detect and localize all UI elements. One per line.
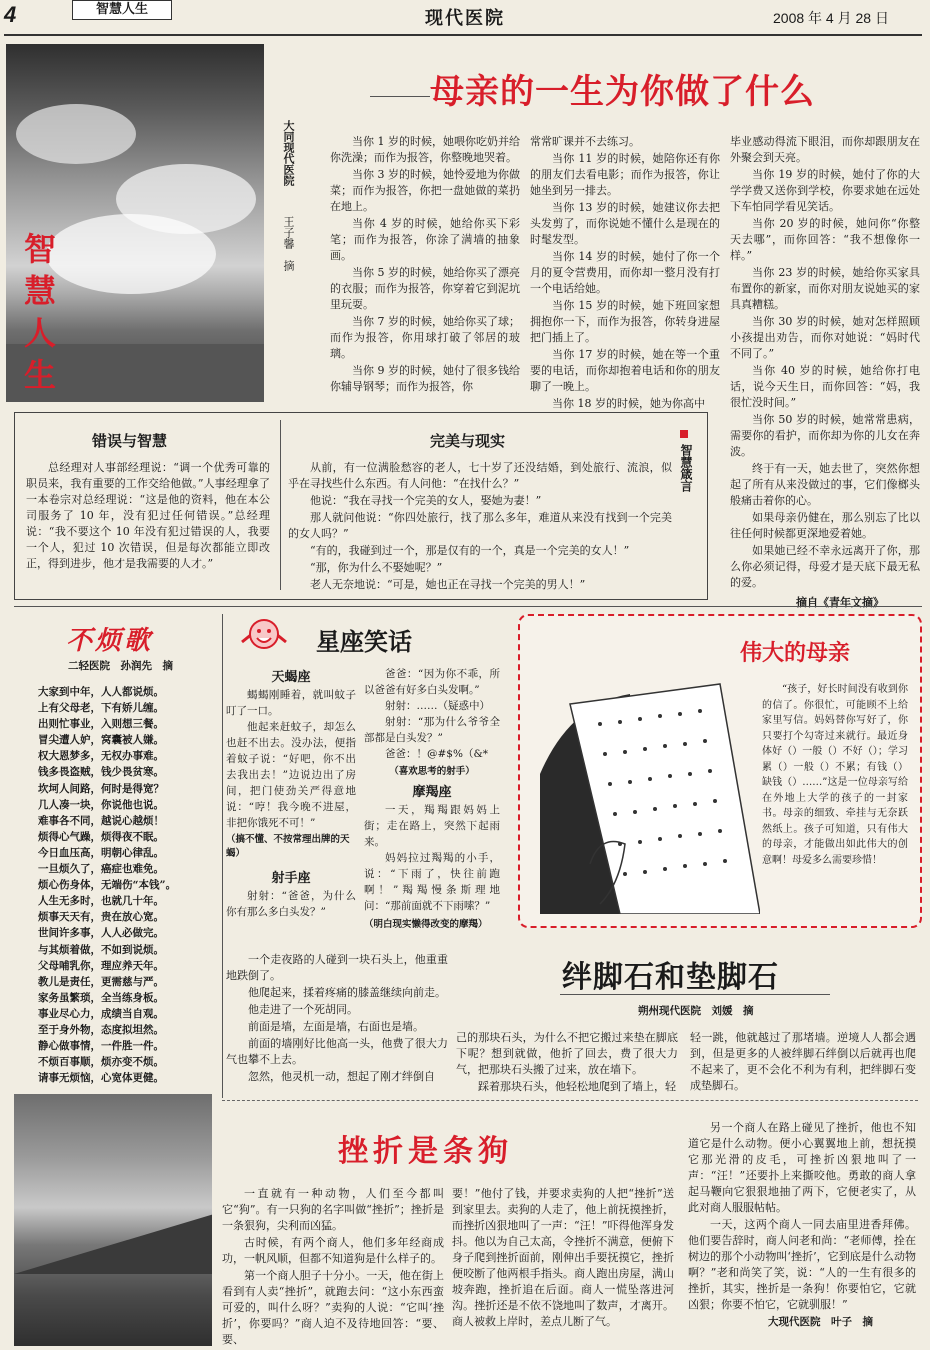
paragraph: 一天，羯羯跟妈妈上街；走在路上，突然下起雨来。 <box>364 804 500 848</box>
weida-title: 伟大的母亲 <box>740 641 851 666</box>
poem-line: 请事无烦恼，心宽体更健。 <box>38 1072 164 1085</box>
paragraph: 一直就有一种动物，人们至今都叫它“狗”。有一只狗的名字叫做“挫折”；挫折是一条狠狗，尖利而凶猛。 <box>222 1187 444 1232</box>
paragraph: 射射：“那为什么爷爷全部都是白头发？” <box>364 716 500 744</box>
paragraph: 射射：……（疑惑中） <box>385 700 490 712</box>
cuowu-text <box>26 460 270 573</box>
paragraph: 当你 9 岁的时候，她付了很多钱给你辅导钢琴；而作为报答，你 <box>330 364 520 393</box>
cuozhe-col-3 <box>688 1120 916 1314</box>
paragraph: 常常旷课并不去练习。 <box>530 135 640 148</box>
label-char: 生 <box>24 356 57 394</box>
paragraph: 当你 20 岁的时候，她问你“你整天去哪”，而你回答：“我不想像你一样。” <box>730 217 920 262</box>
paragraph: 一天，这两个商人一同去庙里进香拜佛。他们要告辞时，商人问老和尚：“老师傅，拴在树边的那个小动物叫‘挫折’，它到底是什么动物啊？”老和尚笑了笑，说：“人的一生有很多的挫折，其实，挫折是一条狗！你要怕它，它就凶狠；你要不怕它，它就驯服！” <box>688 1218 916 1311</box>
paragraph: 当你 18 岁的时候，她为你高中 <box>552 397 705 410</box>
paragraph: 当你 30 岁的时候，她对怎样照顾小孩提出劝告，而你对她说：“妈时代不同了。” <box>730 315 920 360</box>
paragraph: 当你 23 岁的时候，她给你买家具布置你的新家，而你对朋友说她买的家具真糟糕。 <box>730 266 920 311</box>
paragraph: 当你 1 岁的时候，她喂你吃奶并给你洗澡；而作为报答，你整晚地哭着。 <box>330 135 520 164</box>
poem-line: 上有父母老，下有娇儿缠。 <box>38 702 164 715</box>
banjiao-col-2 <box>456 1030 678 1096</box>
paragraph: 当你 17 岁的时候，她在等一个重要的电话，而你却抱着电话和你的朋友聊了一晚上。 <box>530 348 720 393</box>
paragraph: 当你 15 岁的时候，她下班回家想拥抱你一下，而作为报答，你转身进屋把门插上了。 <box>530 299 720 344</box>
section-rule <box>14 606 922 607</box>
poem-line: 教儿是责任，更需慈与严。 <box>38 975 164 988</box>
paper-name: 现代医院 <box>425 8 505 29</box>
paragraph: 如果她已经不幸永远离开了你，那么你必须记得，母爱才是天底下最无私的爱。 <box>730 544 920 589</box>
paragraph: 前面的墙刚好比他高一头，他费了很大力气也攀不上去。 <box>226 1037 448 1066</box>
xingzuo-col-2 <box>364 666 500 930</box>
landscape-photo <box>14 1094 212 1346</box>
paragraph: 当你 40 岁的时候，她给你打电话，说今天生日，而你回答：“妈，我很忙没时间。” <box>730 364 920 409</box>
cuozhe-byline: 大现代医院 叶子 摘 <box>768 1316 873 1328</box>
bufan-title: 不烦歌 <box>66 626 154 656</box>
paragraph: “孩子，好长时间没有收到你的信了。你很忙，可能顾不上给家里写信。妈妈替你写好了，你只要打个勾寄过来就行。最近身体好（）一般（）不好（）；学习累（）一般（）不累；有钱（）缺钱（）……”这是一位母亲写给在外地上大学的孩子的一封家书。母亲的细致、牵挂与无奈跃然纸上。孩子可知道，只有伟大的母亲，才能做出如此伟大的创意啊！母爱多么需要珍惜！ <box>762 684 908 866</box>
paragraph: 妈妈拉过羯羯的小手，说：“下雨了，快往前跑啊！”羯羯慢条斯理地问：“那前面就不下雨嗦？” <box>364 852 500 912</box>
paragraph: 忽然，他灵机一动，想起了刚才绊倒自 <box>248 1070 435 1083</box>
poem-line: 今日血压高，明朝心律乱。 <box>38 846 164 859</box>
mother-byline-org: 大同现代医院 <box>282 120 295 186</box>
paragraph: 当你 3 岁的时候，她怜爱地为你做菜；而作为报答，你把一盘她做的菜扔在地上。 <box>330 168 520 213</box>
cuozhe-title: 挫折是条狗 <box>338 1134 513 1169</box>
poem-line: 一旦烦久了，癌症也难免。 <box>38 863 164 876</box>
weida-text <box>762 682 908 869</box>
poem-line: 事业尽心力，成绩当自观。 <box>38 1007 164 1020</box>
mojie-title: 摩羯座 <box>412 785 452 800</box>
mother-col-2 <box>530 134 720 413</box>
title-rule <box>370 96 430 97</box>
poem-line: 冒尖遭人妒，窝囊被人嫌。 <box>38 734 164 747</box>
paragraph: “有的，我碰到过一个，那是仅有的一个，真是一个完美的女人！” <box>310 544 630 557</box>
paragraph: 从前，有一位满脸愁容的老人，七十岁了还没结婚，到处旅行、流浪，似乎在寻找些什么东西。有人问他：“在找什么？” <box>288 461 672 490</box>
paragraph: 一个走夜路的人碰到一块石头上，他重重地跌倒了。 <box>226 953 448 982</box>
section-rule <box>222 1100 918 1101</box>
divider <box>280 420 281 590</box>
paragraph: 总经理对人事部经理说：“调一个优秀可靠的职员来，我有重要的工作交给他做。”人事经理拿了一本卷宗对总经理说：“这是他的资料，他在本公司服务了 10 年，没有犯过任何错误。”总经理说：“我不要这个 10 年没有犯过错误的人，我要一个人，犯过 10 次错误，但是每次都能立即改正，得到进步，他才是我需要的人才。” <box>26 461 270 570</box>
poem-line: 烦事天天有，贵在放心宽。 <box>38 911 164 924</box>
paragraph: 那人就问他说：“你四处旅行，找了那么多年，难道从来没有找到一个完美的女人吗？” <box>288 511 672 540</box>
poem-line: 难事各不同，越说心越烦！ <box>38 814 164 827</box>
tianxie-title: 天蝎座 <box>271 670 311 685</box>
banjiao-byline: 朔州现代医院 刘媛 摘 <box>638 1005 754 1017</box>
red-square-icon <box>680 430 688 438</box>
poem-line: 静心做事情，一件胜一件。 <box>38 1040 164 1053</box>
mother-title: 母亲的一生为你做了什么 <box>430 72 815 112</box>
paragraph: 如果母亲仍健在，那么别忘了比以往任何时候都更深地爱着她。 <box>730 511 920 540</box>
paragraph: 轻一跳，他就越过了那堵墙。逆境人人都会遇到，但是更多的人被绊脚石绊倒以后就再也爬不起来了，更不会化不利为有利，把绊脚石变成垫脚石。 <box>690 1031 916 1092</box>
paragraph: 当你 7 岁的时候，她给你买了球；而作为报答，你用球打破了邻居的玻璃。 <box>330 315 520 360</box>
paragraph: 第一个商人胆子十分小。一天，他在街上看到有人卖“挫折”，就跑去问：“这小东西蛮可爱的，叫什么呀？”卖狗的人说：“它叫‘挫折’，你要吗？”商人迫不及待地回答：“要、要、 <box>222 1269 444 1346</box>
sheshou-title: 射手座 <box>271 871 311 886</box>
paragraph: 毕业感动得流下眼泪，而你却跟朋友在外聚会到天亮。 <box>730 135 920 164</box>
banjiao-title: 绊脚石和垫脚石 <box>562 960 779 995</box>
paragraph: 他起来赶蚊子，却怎么也赶不出去。没办法，便指着蚊子说：“好吧，你不出去我出去！”边说边出了房间，把门使劲关严得意地说：“哼！我今晚不进屋，非把你饿死不可！” <box>226 721 356 829</box>
paragraph: 他说：“我在寻找一个完美的女人，娶她为妻！” <box>310 494 542 507</box>
poem-line: 不烦百事顺，烦亦变不烦。 <box>38 1056 164 1069</box>
poem-line: 出则忙事业，入则想三餐。 <box>38 718 164 731</box>
mother-col-1 <box>330 134 520 396</box>
cuozhe-col-2 <box>452 1186 674 1331</box>
wanmei-title: 完美与现实 <box>430 432 506 450</box>
bufan-poem <box>38 684 218 1086</box>
mojie-note: （明白现实懒得改变的摩羯） <box>364 919 488 930</box>
mother-col-3 <box>730 134 920 592</box>
cuowu-title: 错误与智慧 <box>92 432 168 450</box>
paragraph: 当你 4 岁的时候，她给你买下彩笔；而作为报答，你涂了满墙的抽象画。 <box>330 217 520 262</box>
label-char: 人 <box>24 314 57 352</box>
paragraph: 他走进了一个死胡同。 <box>248 1003 358 1016</box>
poem-line: 权大恩梦多，无权办事难。 <box>38 750 164 763</box>
divider <box>222 614 223 1098</box>
paragraph: 当你 14 岁的时候，她付了你一个月的夏令营费用，而你却一整月没有打一个电话给她。 <box>530 250 720 295</box>
paragraph: 当你 11 岁的时候，她陪你还有你的朋友们去看电影；而作为报答，你让她坐到另一排去。 <box>530 152 720 197</box>
paragraph: 另一个商人在路上碰见了挫折，他也不知道它是什么动物。便小心翼翼地上前，想抚摸它那光滑的皮毛，可挫折凶狠地叫了一声：“汪！”还要扑上来撕咬他。勇敢的商人拿起马鞭向它狠狠地抽了两下，它便老实了，从此对商人服服帖帖。 <box>688 1121 916 1214</box>
poem-line: 烦心伤身体，无端伤“本钱”。 <box>38 879 177 892</box>
paragraph: 当你 13 岁的时候，她建议你去把头发剪了，而你说她不懂什么是现在的时髦发型。 <box>530 201 720 246</box>
paragraph: 终于有一天，她去世了，突然你想起了所有从来没做过的事，它们像榔头般痛击着你的心。 <box>730 462 920 507</box>
paragraph: 射射：“爸爸，为什么你有那么多白头发？” <box>226 890 356 918</box>
banjiao-col-3 <box>690 1030 916 1095</box>
paragraph: 己的那块石头，为什么不把它搬过来垫在脚底下呢？想到就做，他折了回去，费了很大力气，把那块石头搬了过来，放在墙下。 <box>456 1031 678 1076</box>
label-char: 智 <box>24 230 57 268</box>
mother-source: 摘自《青年文摘》 <box>796 596 884 609</box>
banjiao-col-1 <box>226 952 448 1086</box>
poem-line: 人生无多时，也就几十年。 <box>38 895 164 908</box>
cartoon-face-icon <box>236 612 292 658</box>
poem-line: 至于身外物，态度拟坦然。 <box>38 1023 164 1036</box>
bufan-byline: 二轻医院 孙润先 摘 <box>68 660 173 672</box>
xingzuo-title: 星座笑话 <box>316 628 412 656</box>
poem-line: 钱多畏盗贼，钱少畏贫寒。 <box>38 766 164 779</box>
wisdom-box-label: 智慧箴言 <box>679 444 693 492</box>
poem-line: 坎坷人间路，何时是得宽？ <box>38 782 164 795</box>
knitting-illustration <box>530 664 760 914</box>
paragraph: “那，你为什么不娶她呢？” <box>310 561 443 574</box>
poem-line: 大家到中年，人人都说烦。 <box>38 686 164 698</box>
cuozhe-col-1 <box>222 1186 444 1349</box>
mother-byline-author: 王子馨 摘 <box>282 216 295 271</box>
page-number: 4 <box>4 2 17 27</box>
paragraph: 蝎蝎刚睡着，就叫蚊子叮了一口。 <box>226 689 356 717</box>
header-rule <box>4 34 922 36</box>
paragraph: 当你 5 岁的时候，她给你买了漂亮的衣服；而作为报答，你穿着它到泥坑里玩耍。 <box>330 266 520 311</box>
poem-line: 世间许多事，人人必做完。 <box>38 927 164 940</box>
poem-line: 家务虽繁琐，全当练身板。 <box>38 991 164 1004</box>
paragraph: 爸爸：“因为你不乖，所以爸爸有好多白头发啊。” <box>364 668 500 696</box>
title-rule <box>560 994 830 995</box>
paragraph: 爸爸：！@#$%（&* <box>385 748 489 760</box>
xingzuo-col-1 <box>226 666 356 920</box>
tianxie-note: （搞不懂、不按常理出牌的天蝎） <box>226 834 350 859</box>
paragraph: 老人无奈地说：“可是，她也正在寻找一个完美的男人！” <box>310 578 586 591</box>
section-tab: 智慧人生 <box>72 0 172 20</box>
poem-line: 几人凑一块，你说他也说。 <box>38 798 164 811</box>
poem-line: 烦得心气躁，烦得夜不眠。 <box>38 830 164 843</box>
paragraph: 他爬起来，揉着疼痛的膝盖继续向前走。 <box>248 986 446 999</box>
issue-date: 2008 年 4 月 28 日 <box>773 10 889 26</box>
paragraph: 当你 19 岁的时候，她付了你的大学学费又送你到学校，你要求她在远处下车怕同学看见笑话。 <box>730 168 920 213</box>
wisdom-life-label <box>24 228 62 396</box>
paragraph: 前面是墙，左面是墙，右面也是墙。 <box>248 1020 424 1033</box>
paragraph: 踩着那块石头，他轻松地爬到了墙上，轻 <box>478 1080 676 1093</box>
paragraph: 要！”他付了钱，并要求卖狗的人把“挫折”送到家里去。卖狗的人走了，他上前抚摸挫折，而挫折凶狠地叫了一声：“汪！”吓得他浑身发抖。他以为自己太高，令挫折不满意，便俯下身子爬到挫折面前，刚伸出手要抚摸它，挫折便咬断了他两根手指头。商人跑出房屋，满山坡奔跑，挫折追在后面。商人一慌坠落进河沟。挫折还是不依不饶地叫了数声，才离开。商人被救上岸时，差点儿断了气。 <box>452 1187 674 1328</box>
paragraph: 当你 50 岁的时候，她常常患病，需要你的看护，而你却为你的儿女在奔波。 <box>730 413 920 458</box>
label-char: 慧 <box>24 272 57 310</box>
sheshou-note: （喜欢思考的射手） <box>389 766 475 777</box>
poem-line: 与其烦着做，不如到说烦。 <box>38 943 164 956</box>
wanmei-text <box>288 460 672 594</box>
paragraph: 古时候，有两个商人，他们多年经商成功，一帆风顺，但都不知道狗是什么样子的。 <box>222 1236 444 1265</box>
poem-line: 父母哺乳你，理应养天年。 <box>38 959 164 972</box>
